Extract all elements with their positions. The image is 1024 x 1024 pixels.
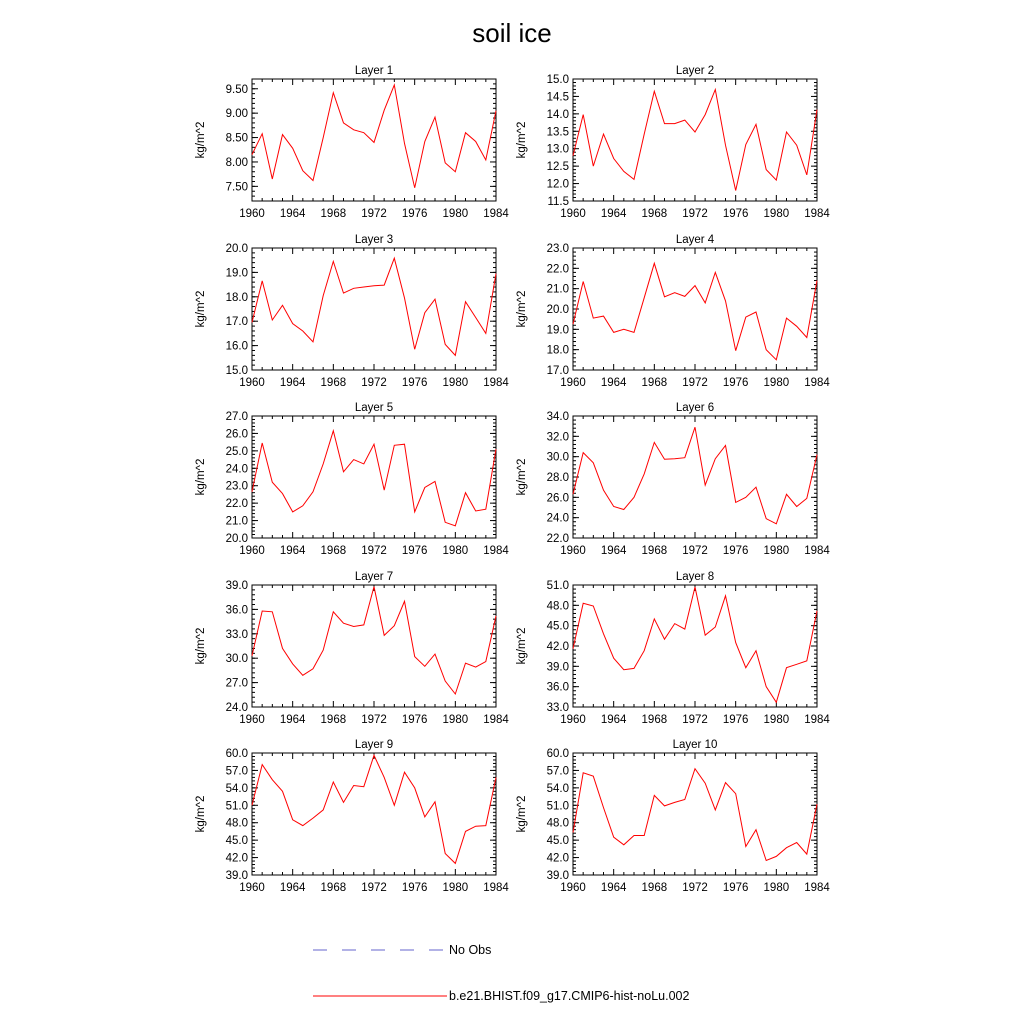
- x-tick-label: 1968: [641, 208, 668, 220]
- x-tick-label: 1976: [722, 377, 749, 389]
- y-axis-label: kg/m^2: [195, 795, 207, 833]
- panel-title: Layer 2: [675, 65, 715, 77]
- panel-title: Layer 10: [672, 739, 718, 751]
- legend: [313, 943, 689, 1003]
- y-tick-label: 11.5: [547, 196, 569, 208]
- x-tick-label: 1980: [442, 377, 469, 389]
- y-tick-label: 22.0: [225, 498, 248, 511]
- y-tick-label: 13.5: [546, 126, 569, 139]
- x-tick-label: 1972: [682, 882, 708, 894]
- y-tick-label: 9.00: [225, 108, 248, 121]
- y-tick-label: 23.0: [225, 480, 248, 493]
- x-tick-label: 1960: [560, 714, 586, 726]
- panel-layer-7: [195, 571, 509, 726]
- y-tick-label: 24.0: [546, 512, 569, 525]
- x-tick-label: 1984: [483, 714, 509, 726]
- series-line: [573, 263, 817, 360]
- x-tick-label: 1960: [560, 208, 586, 220]
- x-tick-label: 1964: [279, 377, 306, 389]
- plot-frame: [573, 753, 817, 875]
- legend-no-obs-label: No Obs: [449, 943, 492, 957]
- y-tick-label: 19.0: [225, 267, 248, 280]
- y-tick-label: 33.0: [225, 628, 248, 641]
- y-tick-label: 45.0: [546, 620, 569, 633]
- y-tick-label: 48.0: [546, 600, 569, 613]
- y-tick-label: 39.0: [546, 661, 569, 674]
- series-line: [573, 769, 817, 861]
- y-tick-label: 15.0: [546, 74, 569, 86]
- y-tick-label: 36.0: [546, 681, 569, 694]
- x-tick-label: 1972: [682, 208, 708, 220]
- y-tick-label: 23.0: [546, 243, 569, 255]
- x-tick-label: 1980: [763, 377, 790, 389]
- panel-layer-6: [516, 402, 830, 557]
- x-tick-label: 1960: [560, 377, 586, 389]
- y-tick-label: 57.0: [225, 765, 248, 778]
- y-tick-label: 60.0: [225, 748, 248, 760]
- x-tick-label: 1980: [763, 208, 790, 220]
- y-axis-label: kg/m^2: [516, 795, 528, 833]
- x-tick-label: 1984: [483, 208, 509, 220]
- y-tick-label: 27.0: [225, 677, 248, 690]
- y-tick-label: 18.0: [546, 344, 569, 357]
- x-tick-label: 1980: [763, 545, 790, 557]
- panel-title: Layer 4: [675, 234, 715, 246]
- x-tick-label: 1976: [401, 882, 428, 894]
- y-tick-label: 36.0: [225, 604, 248, 617]
- x-tick-label: 1972: [361, 208, 387, 220]
- x-tick-label: 1984: [804, 882, 830, 894]
- y-tick-label: 8.50: [225, 132, 248, 145]
- y-tick-label: 15.0: [225, 365, 248, 377]
- x-tick-label: 1980: [763, 714, 790, 726]
- y-tick-label: 24.0: [225, 463, 248, 476]
- x-tick-label: 1976: [722, 882, 749, 894]
- plot-frame: [252, 79, 496, 201]
- x-tick-label: 1976: [401, 714, 428, 726]
- y-tick-label: 54.0: [225, 782, 248, 795]
- y-tick-label: 42.0: [546, 852, 569, 865]
- x-tick-label: 1964: [600, 882, 627, 894]
- y-tick-label: 42.0: [546, 641, 569, 653]
- y-tick-label: 26.0: [225, 428, 248, 441]
- y-tick-label: 45.0: [546, 835, 569, 848]
- y-tick-label: 51.0: [546, 580, 569, 592]
- x-tick-label: 1960: [239, 882, 265, 894]
- y-tick-label: 48.0: [546, 817, 569, 830]
- y-tick-label: 17.0: [546, 365, 569, 377]
- x-tick-label: 1984: [483, 882, 509, 894]
- y-tick-label: 54.0: [546, 782, 569, 795]
- x-tick-label: 1984: [804, 208, 830, 220]
- x-tick-label: 1972: [361, 545, 387, 557]
- y-axis-label: kg/m^2: [516, 458, 528, 496]
- y-tick-label: 32.0: [546, 431, 569, 444]
- x-tick-label: 1960: [560, 882, 586, 894]
- x-tick-label: 1972: [361, 882, 387, 894]
- series-line: [252, 587, 496, 694]
- y-tick-label: 14.5: [546, 91, 569, 104]
- series-line: [252, 258, 496, 355]
- y-axis-label: kg/m^2: [195, 458, 207, 496]
- x-tick-label: 1964: [600, 714, 627, 726]
- x-tick-label: 1964: [600, 208, 627, 220]
- panel-layer-9: [195, 739, 509, 894]
- y-tick-label: 21.0: [546, 283, 569, 296]
- y-tick-label: 60.0: [546, 748, 569, 760]
- y-tick-label: 13.0: [546, 143, 569, 156]
- y-tick-label: 26.0: [546, 492, 569, 505]
- y-tick-label: 20.0: [225, 243, 248, 255]
- panel-title: Layer 3: [354, 234, 394, 246]
- x-tick-label: 1984: [804, 714, 830, 726]
- y-tick-label: 33.0: [546, 702, 569, 714]
- y-tick-label: 51.0: [546, 800, 569, 813]
- series-line: [573, 427, 817, 524]
- y-tick-label: 22.0: [546, 263, 569, 276]
- x-tick-label: 1968: [320, 377, 347, 389]
- x-tick-label: 1980: [442, 208, 469, 220]
- y-axis-label: kg/m^2: [516, 627, 528, 665]
- y-tick-label: 7.50: [225, 181, 248, 194]
- y-tick-label: 22.0: [546, 533, 569, 545]
- y-axis-label: kg/m^2: [195, 121, 207, 159]
- x-tick-label: 1972: [682, 545, 708, 557]
- x-tick-label: 1972: [361, 377, 387, 389]
- y-tick-label: 39.0: [225, 580, 248, 592]
- x-tick-label: 1968: [320, 208, 347, 220]
- x-tick-label: 1976: [722, 545, 749, 557]
- y-tick-label: 25.0: [225, 445, 248, 458]
- y-tick-label: 9.50: [225, 83, 248, 96]
- panel-layer-4: [516, 234, 830, 389]
- y-tick-label: 16.0: [225, 340, 248, 353]
- y-tick-label: 57.0: [546, 765, 569, 778]
- y-axis-label: kg/m^2: [195, 627, 207, 665]
- x-tick-label: 1980: [442, 545, 469, 557]
- x-tick-label: 1976: [401, 377, 428, 389]
- panel-title: Layer 7: [354, 571, 394, 583]
- y-tick-label: 28.0: [546, 472, 569, 484]
- x-tick-label: 1968: [320, 882, 347, 894]
- x-tick-label: 1960: [239, 545, 265, 557]
- x-tick-label: 1960: [239, 714, 265, 726]
- x-tick-label: 1968: [320, 714, 347, 726]
- x-tick-label: 1968: [641, 377, 668, 389]
- y-tick-label: 39.0: [225, 870, 248, 882]
- y-axis-label: kg/m^2: [195, 290, 207, 328]
- x-tick-label: 1968: [641, 545, 668, 557]
- y-tick-label: 20.0: [225, 533, 248, 545]
- x-tick-label: 1964: [279, 545, 306, 557]
- y-tick-label: 21.0: [225, 515, 248, 528]
- x-tick-label: 1972: [682, 714, 708, 726]
- x-tick-label: 1960: [239, 208, 265, 220]
- x-tick-label: 1980: [442, 882, 469, 894]
- y-tick-label: 24.0: [225, 702, 248, 714]
- plot-frame: [252, 585, 496, 707]
- y-axis-label: kg/m^2: [516, 290, 528, 328]
- y-tick-label: 12.5: [546, 161, 569, 174]
- x-tick-label: 1984: [804, 377, 830, 389]
- x-tick-label: 1984: [804, 545, 830, 557]
- panel-layer-8: [516, 571, 830, 726]
- panel-title: Layer 6: [675, 402, 715, 414]
- plot-frame: [573, 416, 817, 538]
- x-tick-label: 1972: [682, 377, 708, 389]
- x-tick-label: 1964: [279, 208, 306, 220]
- x-tick-label: 1964: [279, 882, 306, 894]
- y-tick-label: 18.0: [225, 291, 248, 304]
- y-tick-label: 34.0: [546, 411, 569, 423]
- panels: [195, 65, 830, 894]
- x-tick-label: 1976: [401, 545, 428, 557]
- y-tick-label: 27.0: [225, 411, 248, 423]
- panel-title: Layer 8: [675, 571, 715, 583]
- y-tick-label: 12.0: [546, 178, 569, 191]
- series-line: [573, 587, 817, 702]
- x-tick-label: 1976: [401, 208, 428, 220]
- series-line: [252, 431, 496, 526]
- series-line: [573, 90, 817, 191]
- x-tick-label: 1980: [442, 714, 469, 726]
- y-tick-label: 17.0: [225, 316, 248, 329]
- y-tick-label: 30.0: [546, 451, 569, 464]
- y-tick-label: 30.0: [225, 653, 248, 666]
- y-tick-label: 14.0: [546, 108, 569, 121]
- figure-title: soil ice: [472, 18, 552, 48]
- y-tick-label: 51.0: [225, 800, 248, 813]
- panel-layer-3: [195, 234, 509, 389]
- plot-frame: [252, 753, 496, 875]
- plot-frame: [573, 248, 817, 370]
- panel-layer-5: [195, 402, 509, 557]
- x-tick-label: 1968: [320, 545, 347, 557]
- plot-frame: [252, 416, 496, 538]
- x-tick-label: 1964: [600, 377, 627, 389]
- x-tick-label: 1980: [763, 882, 790, 894]
- panel-layer-2: [516, 65, 830, 220]
- y-axis-label: kg/m^2: [516, 121, 528, 159]
- x-tick-label: 1964: [600, 545, 627, 557]
- panel-title: Layer 9: [354, 739, 394, 751]
- x-tick-label: 1984: [483, 377, 509, 389]
- x-tick-label: 1960: [560, 545, 586, 557]
- x-tick-label: 1976: [722, 208, 749, 220]
- y-tick-label: 8.00: [225, 156, 248, 169]
- x-tick-label: 1976: [722, 714, 749, 726]
- y-tick-label: 42.0: [225, 852, 248, 865]
- plot-frame: [252, 248, 496, 370]
- x-tick-label: 1960: [239, 377, 265, 389]
- panel-title: Layer 1: [354, 65, 394, 77]
- plot-frame: [573, 79, 817, 201]
- x-tick-label: 1972: [361, 714, 387, 726]
- y-tick-label: 19.0: [546, 324, 569, 337]
- y-tick-label: 48.0: [225, 817, 248, 830]
- x-tick-label: 1968: [641, 882, 668, 894]
- legend-model-label: b.e21.BHIST.f09_g17.CMIP6-hist-noLu.002: [449, 989, 690, 1003]
- y-tick-label: 39.0: [546, 870, 569, 882]
- series-line: [252, 755, 496, 863]
- series-line: [252, 85, 496, 188]
- y-tick-label: 20.0: [546, 304, 569, 316]
- panel-layer-10: [516, 739, 830, 894]
- x-tick-label: 1984: [483, 545, 509, 557]
- panel-title: Layer 5: [354, 402, 394, 414]
- panel-layer-1: [195, 65, 509, 220]
- x-tick-label: 1964: [279, 714, 306, 726]
- x-tick-label: 1968: [641, 714, 668, 726]
- y-tick-label: 45.0: [225, 835, 248, 848]
